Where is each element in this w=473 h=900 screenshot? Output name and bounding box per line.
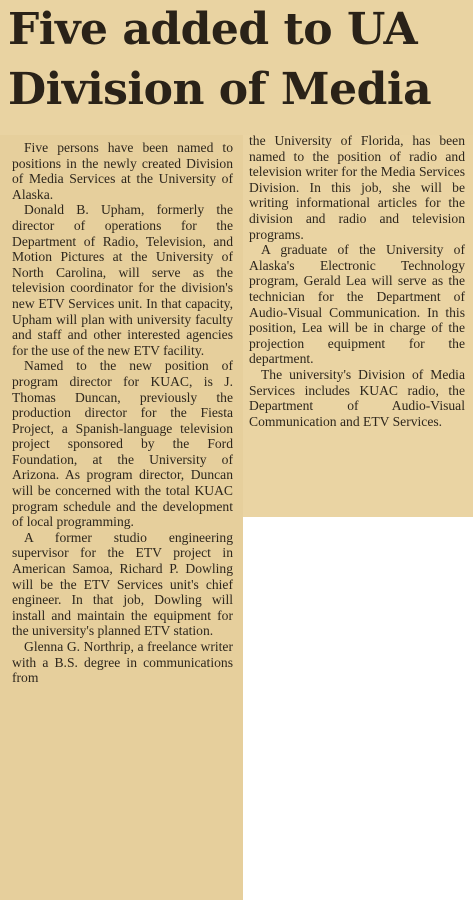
headline-line-2: Division of Media	[8, 64, 432, 115]
article-paragraph: Glenna G. Northrip, a freelance writer with a B.S. degree in communications from	[12, 639, 233, 686]
article-column-left	[12, 140, 233, 686]
article-paragraph: Five persons have been named to positions in the newly created Division of Media Services at the University of Alaska.	[12, 140, 233, 202]
headline	[8, 0, 431, 120]
article-paragraph: A former studio engineering supervisor for the ETV project in American Samoa, Richard P. Dowling will be the ETV Services unit's chief engineer. In that job, Dowling will install and maintain the equipment for the university's planned ETV station.	[12, 529, 233, 639]
article-paragraph: the University of Florida, has been named to the position of radio and television writer for the Media Services Division. In this job, she will be writing informational articles for the division and radio and television programs.	[249, 133, 465, 242]
article-paragraph: A graduate of the University of Alaska's Electronic Technology program, Gerald Lea will serve as the technician for the Department of Audio-Visual Communication. In this position, Lea will be in charge of the projection equipment for the department.	[249, 242, 465, 367]
headline-line-1: Five added to UA	[8, 4, 418, 55]
article-paragraph: The university's Division of Media Services includes KUAC radio, the Department of Audio-Visual Communication and ETV Services.	[249, 366, 465, 429]
article-paragraph: Named to the new position of program director for KUAC, is J. Thomas Duncan, previously the production director for the Fiesta Project, a Spanish-language television project sponsored by the Ford Foundation, at the University of Arizona. As program director, Duncan will be concerned with the total KUAC program schedule and the development of local programming.	[12, 358, 233, 530]
article-paragraph: Donald B. Upham, formerly the director of operations for the Department of Radio, Television, and Motion Pictures at the University of North Carolina, will serve as the television coordinator for the division's new ETV Services unit. In that capacity, Upham will plan with university faculty and staff and other interested agencies for the use of the new ETV facility.	[12, 202, 233, 358]
article-column-right	[249, 133, 465, 429]
